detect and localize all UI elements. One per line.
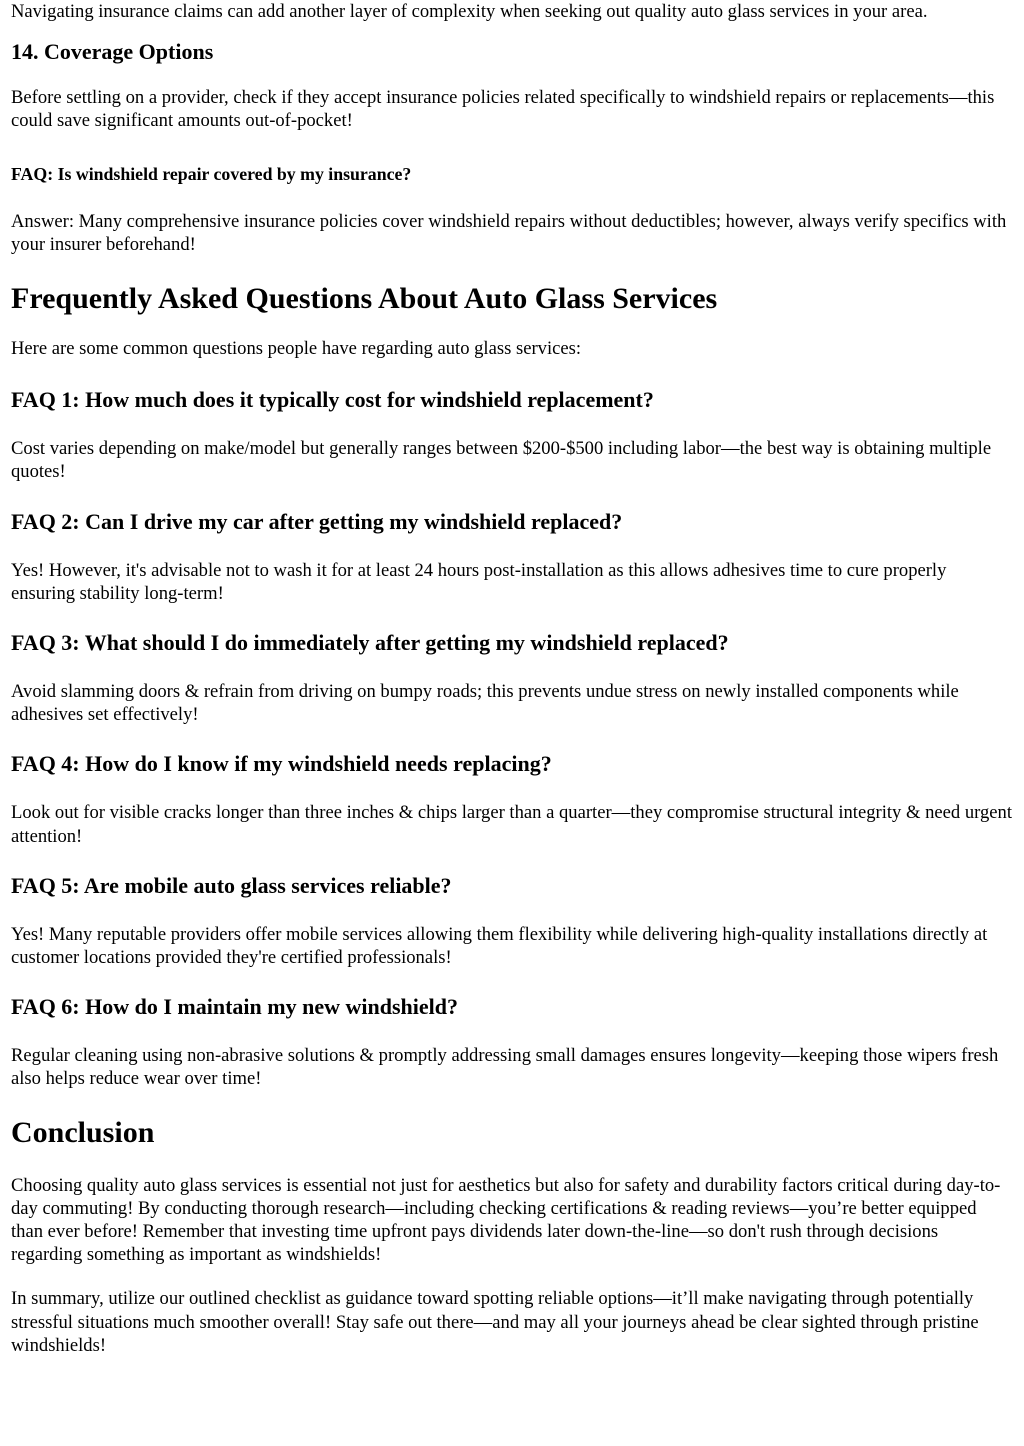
insurance-faq-answer: Answer: Many comprehensive insurance policies cover windshield repairs without deductibles; however, always verify specifics with your insurer beforehand!: [11, 210, 1007, 255]
faq-item: [11, 994, 1013, 1090]
faq-item: [11, 873, 1013, 969]
faq-item: [11, 751, 1013, 847]
faq-question: FAQ 1: How much does it typically cost for windshield replacement?: [11, 387, 654, 413]
conclusion-summary-paragraph: In summary, utilize our outlined checklist as guidance toward spotting reliable options—it’ll make navigating through potentially stressful situations much smoother overall! Stay safe out there—and may all your journeys ahead be clear sighted through pristine windshields!: [11, 1288, 979, 1356]
coverage-options-heading: 14. Coverage Options: [11, 39, 214, 65]
faq-question: FAQ 2: Can I drive my car after getting my windshield replaced?: [11, 508, 623, 534]
faq-answer: Regular cleaning using non-abrasive solutions & promptly addressing small damages ensures longevity—keeping those wipers fresh also helps reduce wear over time!: [11, 1045, 999, 1090]
conclusion-paragraph: Choosing quality auto glass services is essential not just for aesthetics but also for safety and durability factors critical during day-to-day commuting! By conducting thorough research—including checking certifications & reading reviews—you’re better equipped than ever before! Remember that investing time upfront pays dividends later down-the-line—so don't rush through decisions regarding something as important as windshields!: [11, 1174, 1001, 1266]
insurance-faq-question: FAQ: Is windshield repair covered by my insurance?: [11, 163, 412, 184]
intro-paragraph: Navigating insurance claims can add another layer of complexity when seeking out quality auto glass services in your area.: [11, 1, 928, 22]
faq-question: FAQ 5: Are mobile auto glass services reliable?: [11, 872, 452, 898]
faq-answer: Look out for visible cracks longer than three inches & chips larger than a quarter—they compromise structural integrity & need urgent attention!: [11, 802, 1013, 847]
faq-answer: Cost varies depending on make/model but generally ranges between $200-$500 including labor—the best way is obtaining multiple quotes!: [11, 438, 992, 483]
faq-answer: Yes! Many reputable providers offer mobile services allowing them flexibility while delivering high-quality installations directly at customer locations provided they're certified professionals!: [11, 923, 988, 969]
faq-item: [11, 509, 1013, 605]
faq-answer: Avoid slamming doors & refrain from driving on bumpy roads; this prevents undue stress on newly installed components while adhesives set effectively!: [11, 681, 959, 726]
faq-question: FAQ 3: What should I do immediately after getting my windshield replaced?: [11, 630, 729, 656]
faq-item: [11, 387, 1013, 483]
coverage-options-text: Before settling on a provider, check if they accept insurance policies related specifically to windshield repairs or replacements—this could save significant amounts out-of-pocket!: [11, 87, 995, 132]
faq-question: FAQ 6: How do I maintain my new windshield?: [11, 994, 458, 1020]
faq-section-title: Frequently Asked Questions About Auto Glass Services: [11, 282, 718, 316]
faq-section-intro: Here are some common questions people have regarding auto glass services:: [11, 338, 582, 360]
faq-item: [11, 630, 1013, 726]
faq-question: FAQ 4: How do I know if my windshield needs replacing?: [11, 751, 552, 777]
faq-answer: Yes! However, it's advisable not to wash it for at least 24 hours post-installation as this allows adhesives time to cure properly ensuring stability long-term!: [11, 559, 947, 604]
conclusion-title: Conclusion: [11, 1115, 155, 1149]
